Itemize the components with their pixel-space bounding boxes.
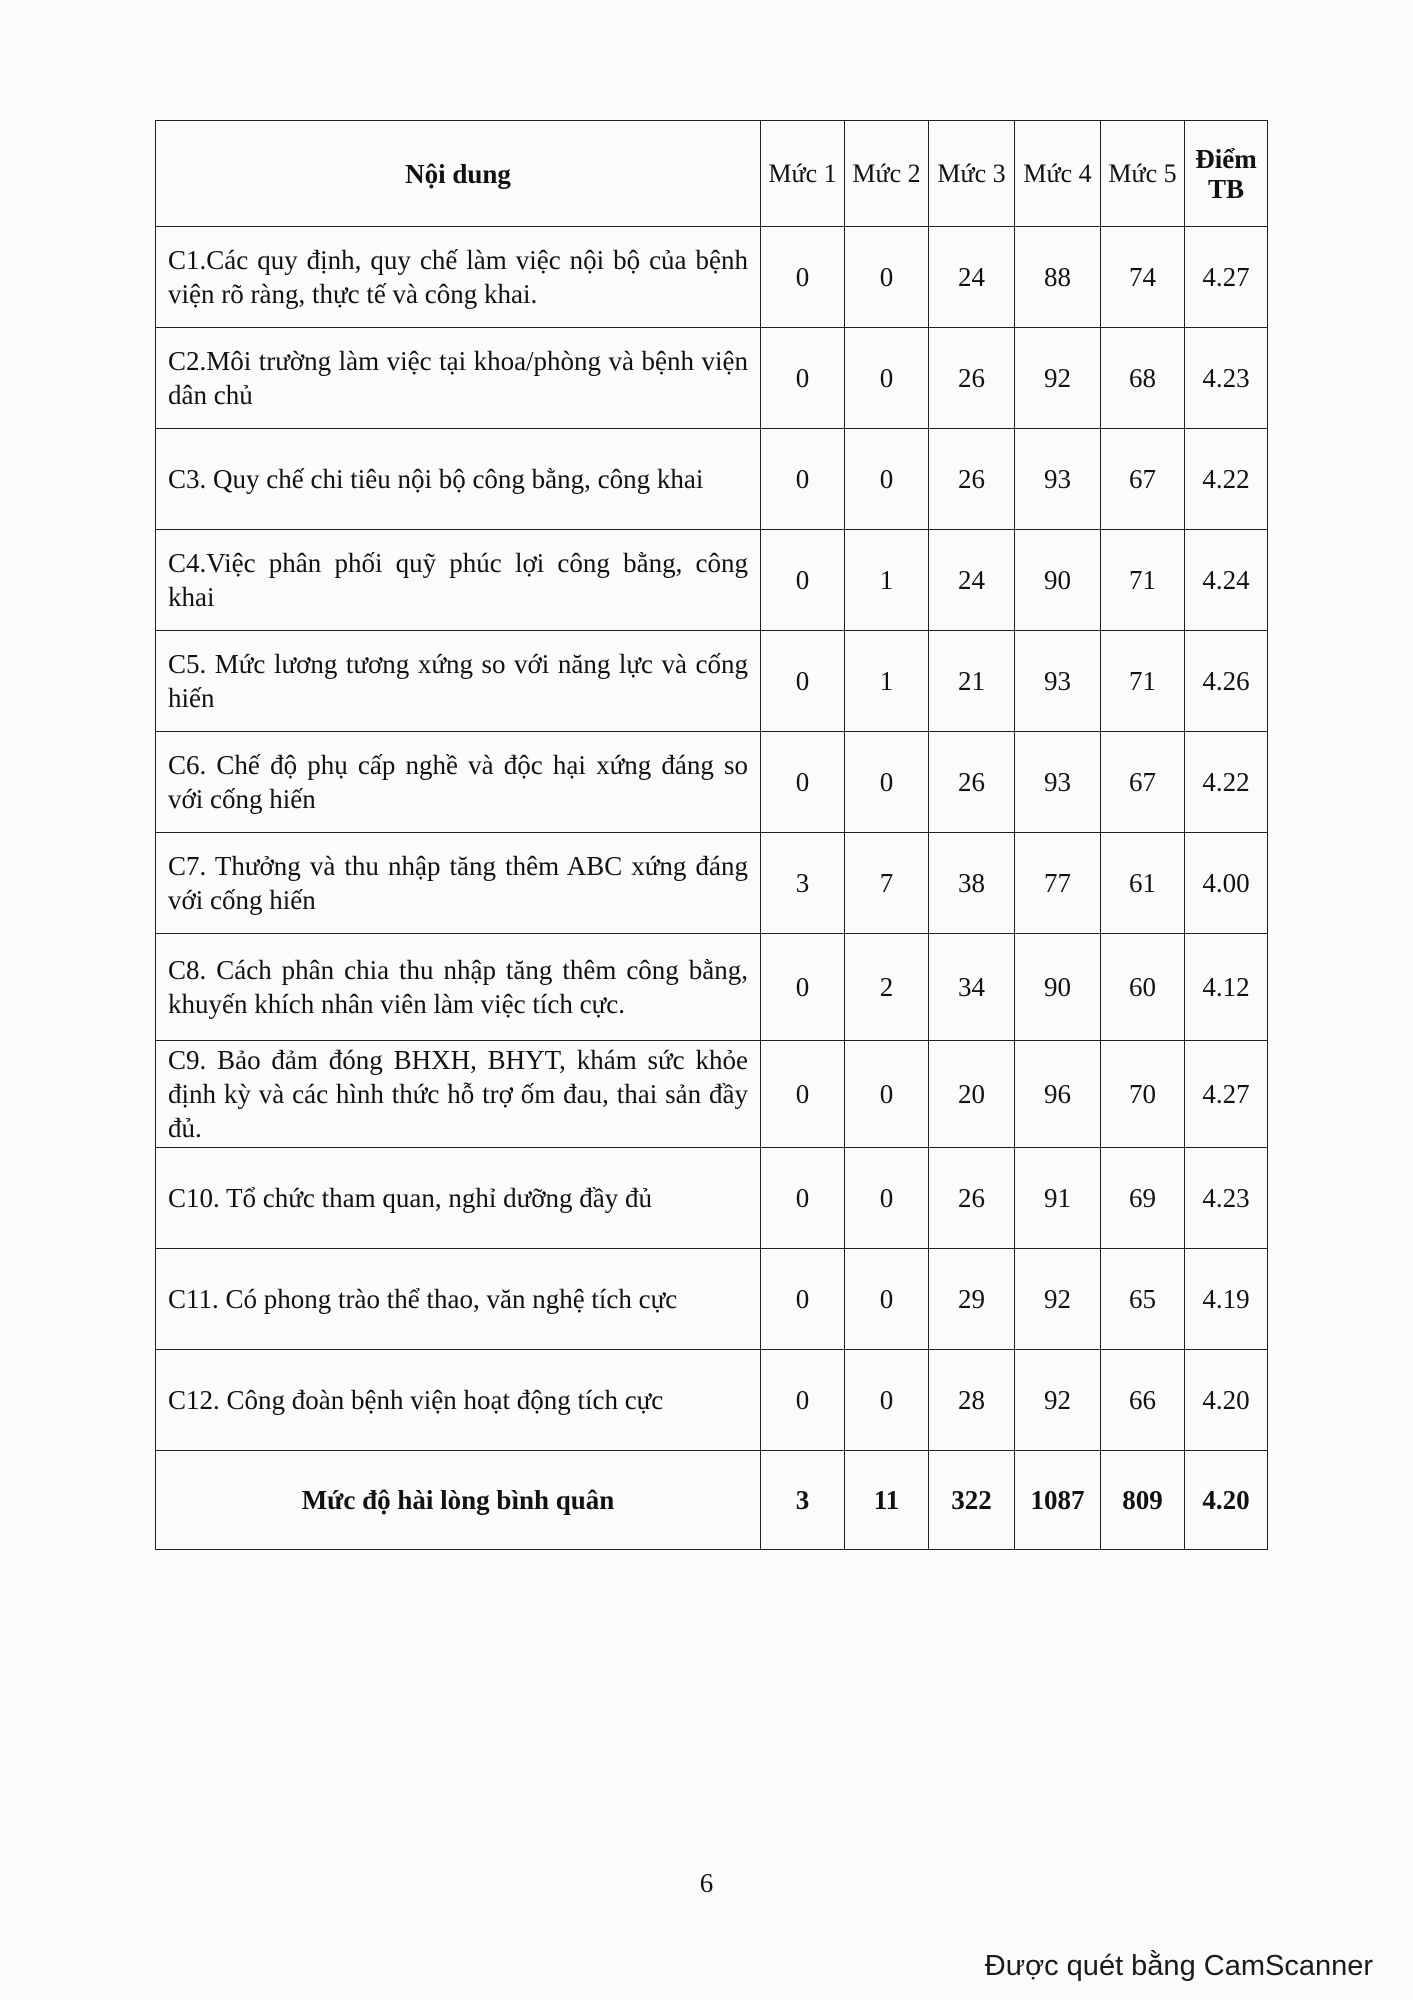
table-row xyxy=(156,934,1268,1041)
total-level-4: 1087 xyxy=(1015,1451,1101,1550)
row-level-2: 0 xyxy=(845,328,929,429)
row-level-5: 71 xyxy=(1101,530,1185,631)
row-level-4: 93 xyxy=(1015,631,1101,732)
table-row xyxy=(156,530,1268,631)
row-content: C10. Tổ chức tham quan, nghỉ dưỡng đầy đủ xyxy=(156,1148,761,1249)
row-level-4: 93 xyxy=(1015,732,1101,833)
row-level-4: 92 xyxy=(1015,1350,1101,1451)
row-level-3: 26 xyxy=(929,732,1015,833)
header-average: Điểm TB xyxy=(1185,121,1268,227)
row-level-5: 60 xyxy=(1101,934,1185,1041)
row-level-4: 90 xyxy=(1015,530,1101,631)
row-content: C4.Việc phân phối quỹ phúc lợi công bằng, công khai xyxy=(156,530,761,631)
row-level-2: 1 xyxy=(845,530,929,631)
row-level-1: 0 xyxy=(761,631,845,732)
total-level-3: 322 xyxy=(929,1451,1015,1550)
table-row xyxy=(156,1041,1268,1148)
row-level-3: 24 xyxy=(929,530,1015,631)
row-average: 4.22 xyxy=(1185,429,1268,530)
header-level-3: Mức 3 xyxy=(929,121,1015,227)
table-body xyxy=(156,227,1268,1550)
row-level-2: 2 xyxy=(845,934,929,1041)
row-level-2: 7 xyxy=(845,833,929,934)
row-level-2: 0 xyxy=(845,1350,929,1451)
row-average: 4.27 xyxy=(1185,1041,1268,1148)
row-level-5: 70 xyxy=(1101,1041,1185,1148)
row-average: 4.27 xyxy=(1185,227,1268,328)
row-level-5: 65 xyxy=(1101,1249,1185,1350)
row-level-3: 26 xyxy=(929,1148,1015,1249)
row-level-4: 88 xyxy=(1015,227,1101,328)
row-level-1: 0 xyxy=(761,1041,845,1148)
header-content: Nội dung xyxy=(156,121,761,227)
total-label: Mức độ hài lòng bình quân xyxy=(156,1451,761,1550)
table-row xyxy=(156,429,1268,530)
row-level-1: 0 xyxy=(761,934,845,1041)
row-level-1: 0 xyxy=(761,1249,845,1350)
header-level-1: Mức 1 xyxy=(761,121,845,227)
total-average: 4.20 xyxy=(1185,1451,1268,1550)
row-level-5: 67 xyxy=(1101,429,1185,530)
row-level-1: 0 xyxy=(761,429,845,530)
row-level-5: 69 xyxy=(1101,1148,1185,1249)
row-level-3: 20 xyxy=(929,1041,1015,1148)
row-level-2: 0 xyxy=(845,227,929,328)
row-level-3: 26 xyxy=(929,429,1015,530)
total-level-5: 809 xyxy=(1101,1451,1185,1550)
row-level-3: 29 xyxy=(929,1249,1015,1350)
row-level-1: 0 xyxy=(761,530,845,631)
row-level-5: 67 xyxy=(1101,732,1185,833)
total-level-1: 3 xyxy=(761,1451,845,1550)
row-level-2: 0 xyxy=(845,429,929,530)
header-level-5: Mức 5 xyxy=(1101,121,1185,227)
row-level-3: 28 xyxy=(929,1350,1015,1451)
table-row xyxy=(156,1249,1268,1350)
row-level-4: 77 xyxy=(1015,833,1101,934)
table-total-row xyxy=(156,1451,1268,1550)
table-header-row xyxy=(156,121,1268,227)
row-average: 4.20 xyxy=(1185,1350,1268,1451)
row-level-2: 0 xyxy=(845,1148,929,1249)
header-level-4: Mức 4 xyxy=(1015,121,1101,227)
satisfaction-table xyxy=(155,120,1268,1550)
page-number: 6 xyxy=(699,1868,714,1898)
row-content: C5. Mức lương tương xứng so với năng lực và cống hiến xyxy=(156,631,761,732)
row-content: C11. Có phong trào thể thao, văn nghệ tích cực xyxy=(156,1249,761,1350)
row-level-2: 0 xyxy=(845,732,929,833)
row-level-2: 1 xyxy=(845,631,929,732)
row-content: C2.Môi trường làm việc tại khoa/phòng và bệnh viện dân chủ xyxy=(156,328,761,429)
row-level-1: 0 xyxy=(761,328,845,429)
row-level-2: 0 xyxy=(845,1249,929,1350)
row-content: C6. Chế độ phụ cấp nghề và độc hại xứng đáng so với cống hiến xyxy=(156,732,761,833)
row-content: C3. Quy chế chi tiêu nội bộ công bằng, công khai xyxy=(156,429,761,530)
row-content: C9. Bảo đảm đóng BHXH, BHYT, khám sức khỏe định kỳ và các hình thức hỗ trợ ốm đau, thai sản đầy đủ. xyxy=(156,1041,761,1148)
row-level-1: 0 xyxy=(761,1148,845,1249)
row-level-4: 90 xyxy=(1015,934,1101,1041)
table-row xyxy=(156,833,1268,934)
row-level-1: 0 xyxy=(761,1350,845,1451)
row-average: 4.24 xyxy=(1185,530,1268,631)
row-level-4: 96 xyxy=(1015,1041,1101,1148)
table-row xyxy=(156,1148,1268,1249)
row-content: C1.Các quy định, quy chế làm việc nội bộ của bệnh viện rõ ràng, thực tế và công khai. xyxy=(156,227,761,328)
total-level-2: 11 xyxy=(845,1451,929,1550)
row-average: 4.23 xyxy=(1185,328,1268,429)
table-row xyxy=(156,631,1268,732)
row-level-4: 92 xyxy=(1015,328,1101,429)
row-level-3: 21 xyxy=(929,631,1015,732)
row-level-3: 26 xyxy=(929,328,1015,429)
row-average: 4.26 xyxy=(1185,631,1268,732)
row-level-3: 38 xyxy=(929,833,1015,934)
row-level-3: 24 xyxy=(929,227,1015,328)
row-average: 4.22 xyxy=(1185,732,1268,833)
camscanner-watermark: Được quét bằng CamScanner xyxy=(984,1950,1373,1982)
table-row xyxy=(156,732,1268,833)
row-average: 4.12 xyxy=(1185,934,1268,1041)
satisfaction-table-wrapper xyxy=(155,120,1267,1550)
row-level-1: 0 xyxy=(761,732,845,833)
row-average: 4.23 xyxy=(1185,1148,1268,1249)
row-level-1: 3 xyxy=(761,833,845,934)
row-average: 4.00 xyxy=(1185,833,1268,934)
row-content: C8. Cách phân chia thu nhập tăng thêm công bằng, khuyến khích nhân viên làm việc tích cực. xyxy=(156,934,761,1041)
row-content: C7. Thưởng và thu nhập tăng thêm ABC xứng đáng với cống hiến xyxy=(156,833,761,934)
row-average: 4.19 xyxy=(1185,1249,1268,1350)
row-level-5: 61 xyxy=(1101,833,1185,934)
row-level-2: 0 xyxy=(845,1041,929,1148)
row-level-5: 71 xyxy=(1101,631,1185,732)
row-level-1: 0 xyxy=(761,227,845,328)
header-level-2: Mức 2 xyxy=(845,121,929,227)
row-level-4: 92 xyxy=(1015,1249,1101,1350)
row-level-5: 66 xyxy=(1101,1350,1185,1451)
row-level-5: 68 xyxy=(1101,328,1185,429)
row-level-4: 91 xyxy=(1015,1148,1101,1249)
row-level-5: 74 xyxy=(1101,227,1185,328)
table-row xyxy=(156,227,1268,328)
table-row xyxy=(156,328,1268,429)
table-row xyxy=(156,1350,1268,1451)
row-level-3: 34 xyxy=(929,934,1015,1041)
row-content: C12. Công đoàn bệnh viện hoạt động tích cực xyxy=(156,1350,761,1451)
row-level-4: 93 xyxy=(1015,429,1101,530)
